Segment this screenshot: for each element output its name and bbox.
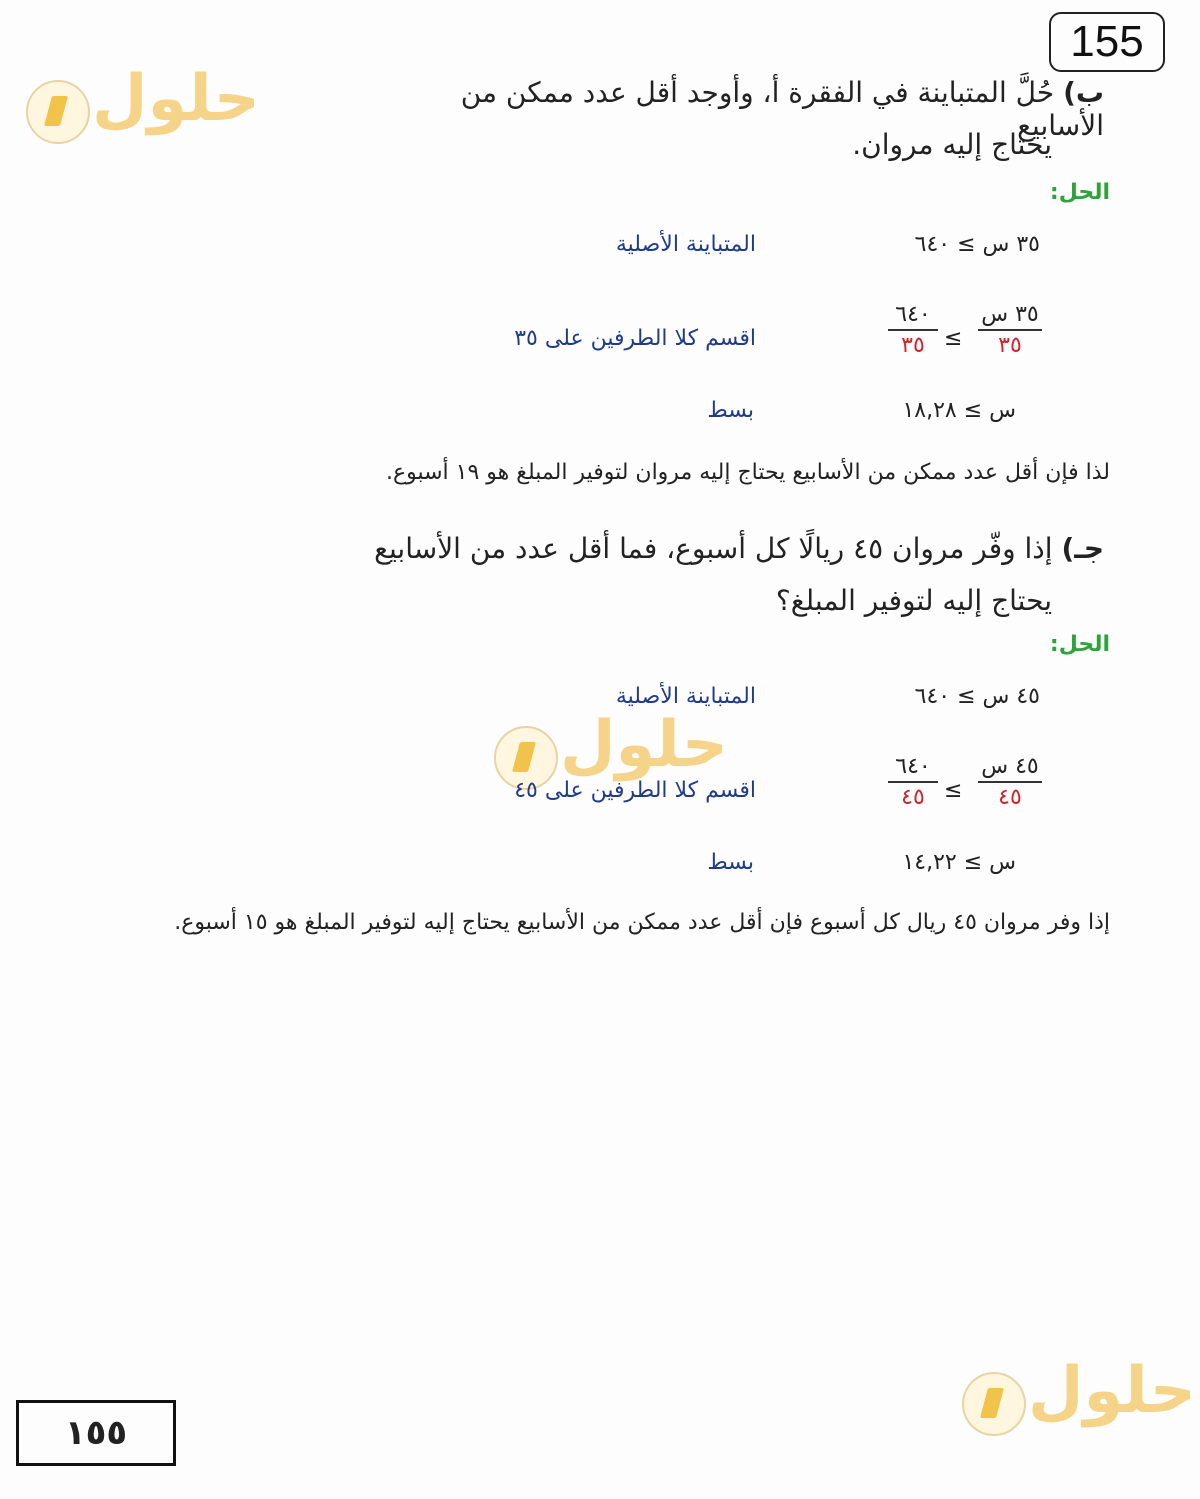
fraction-numerator: ٤٥ س xyxy=(981,754,1039,779)
question-c-label: جـ) xyxy=(1061,532,1104,565)
step-c1-math: ٤٥ س ≥ ٦٤٠ xyxy=(914,684,1040,709)
book-icon xyxy=(26,80,90,144)
fraction-b-left xyxy=(978,302,1042,358)
solution-label-b: الحل: xyxy=(1049,180,1110,205)
question-c-line2: يحتاج إليه لتوفير المبلغ؟ xyxy=(775,584,1052,617)
fraction-denominator: ٤٥ xyxy=(998,785,1022,810)
conclusion-b: لذا فإن أقل عدد ممكن من الأسابيع يحتاج إليه مروان لتوفير المبلغ هو ١٩ أسبوع. xyxy=(386,460,1110,485)
page-number-bottom: ١٥٥ xyxy=(16,1400,176,1466)
question-c-text: إذا وفّر مروان ٤٥ ريالًا كل أسبوع، فما أقل عدد من الأسابيع xyxy=(374,532,1053,565)
book-icon xyxy=(962,1372,1026,1436)
step-c3-desc: بسط xyxy=(707,850,754,875)
question-b-label: ب) xyxy=(1063,76,1104,109)
question-b-line2: يحتاج إليه مروان. xyxy=(852,128,1052,161)
fraction-denominator: ٣٥ xyxy=(998,333,1022,358)
fraction-denominator: ٣٥ xyxy=(901,333,925,358)
fraction-c-right xyxy=(888,754,938,810)
question-b-text: حُلَّ المتباينة في الفقرة أ، وأوجد أقل عدد ممكن من الأسابيع xyxy=(460,76,1104,142)
logo-watermark-bottom xyxy=(962,1354,1196,1438)
step-c3-math: س ≥ ١٤,٢٢ xyxy=(902,850,1016,875)
logo-text: حلول xyxy=(92,62,260,136)
logo-watermark-top xyxy=(26,62,260,146)
step-c2-desc: اقسم كلا الطرفين على ٤٥ xyxy=(514,778,756,803)
step-b1-math: ٣٥ س ≥ ٦٤٠ xyxy=(914,232,1040,257)
step-c1-desc: المتباينة الأصلية xyxy=(615,684,756,709)
fraction-c-left xyxy=(978,754,1042,810)
step-b2-desc: اقسم كلا الطرفين على ٣٥ xyxy=(514,326,756,351)
fraction-b-right xyxy=(888,302,938,358)
logo-text: حلول xyxy=(560,708,728,782)
step-b3-desc: بسط xyxy=(707,398,754,423)
fraction-numerator: ٣٥ س xyxy=(981,302,1039,327)
relation-symbol: ≥ xyxy=(944,778,963,803)
logo-text: حلول xyxy=(1028,1354,1196,1428)
fraction-numerator: ٦٤٠ xyxy=(895,754,931,779)
fraction-numerator: ٦٤٠ xyxy=(895,302,931,327)
question-c-line1 xyxy=(364,532,1104,565)
fraction-denominator: ٤٥ xyxy=(901,785,925,810)
solution-label-c: الحل: xyxy=(1049,632,1110,657)
step-b3-math: س ≥ ١٨,٢٨ xyxy=(902,398,1016,423)
step-b1-desc: المتباينة الأصلية xyxy=(615,232,756,257)
relation-symbol: ≥ xyxy=(944,326,963,351)
page-number-top: 155 xyxy=(1049,12,1165,72)
conclusion-c: إذا وفر مروان ٤٥ ريال كل أسبوع فإن أقل عدد ممكن من الأسابيع يحتاج إليه لتوفير المبلغ هو ١٥ أسبوع. xyxy=(174,910,1110,935)
